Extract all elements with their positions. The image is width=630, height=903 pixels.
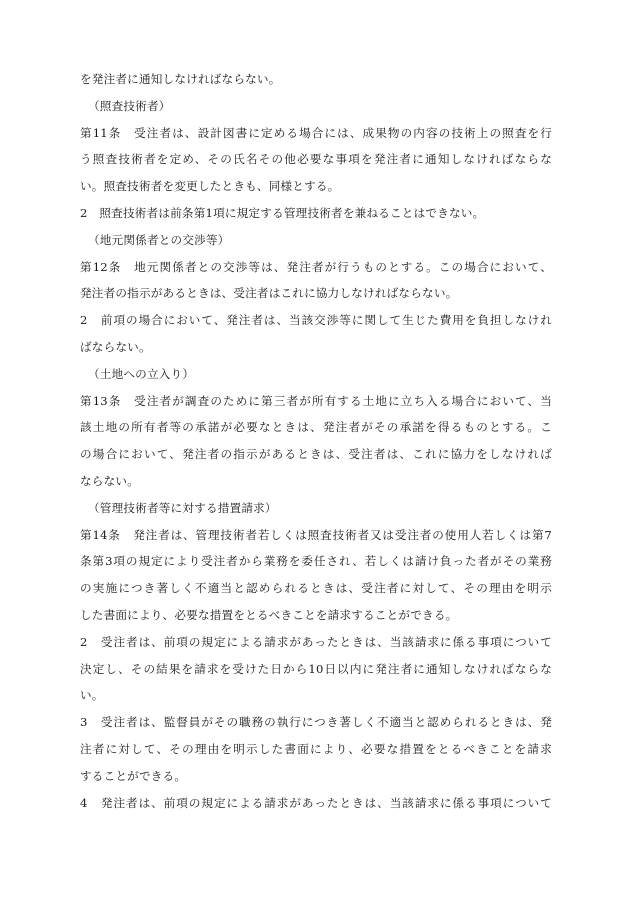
article-14-paragraph-4: 4 発注者は、前項の規定による請求があったときは、当該請求に係る事項について <box>80 795 552 810</box>
article-14-line: した書面により、必要な措置をとるべきことを請求することができる。 <box>80 607 458 622</box>
article-14-line: 第14条 発注者は、管理技術者若しくは照査技術者又は受注者の使用人若しくは第7 <box>80 527 552 542</box>
section-heading-shosa-gijutsusha: （照査技術者） <box>88 98 171 113</box>
article-14-line: の実施につき著しく不適当と認められるときは、受注者に対して、その理由を明示 <box>80 581 552 596</box>
article-13-line: の場合において、発注者の指示があるときは、受注者は、これに協力をしなければ <box>80 447 552 462</box>
article-14-paragraph-2: い。 <box>80 688 104 703</box>
section-heading-jimoto-kankeisha: （地元関係者との交渉等） <box>88 232 230 247</box>
article-14-paragraph-3: することができる。 <box>80 768 187 783</box>
article-11-line: い。照査技術者を変更したときも、同様とする。 <box>80 179 340 194</box>
article-12-paragraph-2: ばならない。 <box>80 339 151 354</box>
article-12-line: 発注者の指示があるときは、受注者はこれに協力しなければならない。 <box>80 286 458 301</box>
text-line: を発注者に通知しなければならない。 <box>80 72 281 86</box>
article-11-line: う照査技術者を定め、その氏名その他必要な事項を発注者に通知しなければならな <box>80 152 552 167</box>
article-14-line: 条第3項の規定により受注者から業務を委任され、若しくは請け負った者がその業務 <box>80 554 552 569</box>
article-12-line: 第12条 地元関係者との交渉等は、発注者が行うものとする。この場合において、 <box>80 259 552 274</box>
article-14-paragraph-2: 2 受注者は、前項の規定による請求があったときは、当該請求に係る事項について <box>80 634 552 649</box>
article-14-paragraph-3: 注者に対して、その理由を明示した書面により、必要な措置をとるべきことを請求 <box>80 741 552 756</box>
article-13-line: 第13条 受注者が調査のために第三者が所有する土地に立ち入る場合において、当 <box>80 393 552 408</box>
article-11-line: 第11条 受注者は、設計図書に定める場合には、成果物の内容の技術上の照査を行 <box>80 125 552 140</box>
article-13-line: ならない。 <box>80 473 139 488</box>
section-heading-tochi-tachiiri: （土地への立入り） <box>88 366 195 381</box>
article-11-paragraph-2: 2 照査技術者は前条第1項に規定する管理技術者を兼ねることはできない。 <box>80 205 485 220</box>
article-13-line: 該土地の所有者等の承諾が必要なときは、発注者がその承諾を得るものとする。こ <box>80 420 552 435</box>
article-12-paragraph-2: 2 前項の場合において、発注者は、当該交渉等に関して生じた費用を負担しなけれ <box>80 313 552 328</box>
section-heading-sochi-seikyu: （管理技術者等に対する措置請求） <box>88 500 277 515</box>
document-page <box>80 66 552 816</box>
article-14-paragraph-3: 3 受注者は、監督員がその職務の執行につき著しく不適当と認められるときは、発 <box>80 715 552 730</box>
article-14-paragraph-2: 決定し、その結果を請求を受けた日から10日以内に発注者に通知しなければならな <box>80 661 552 676</box>
